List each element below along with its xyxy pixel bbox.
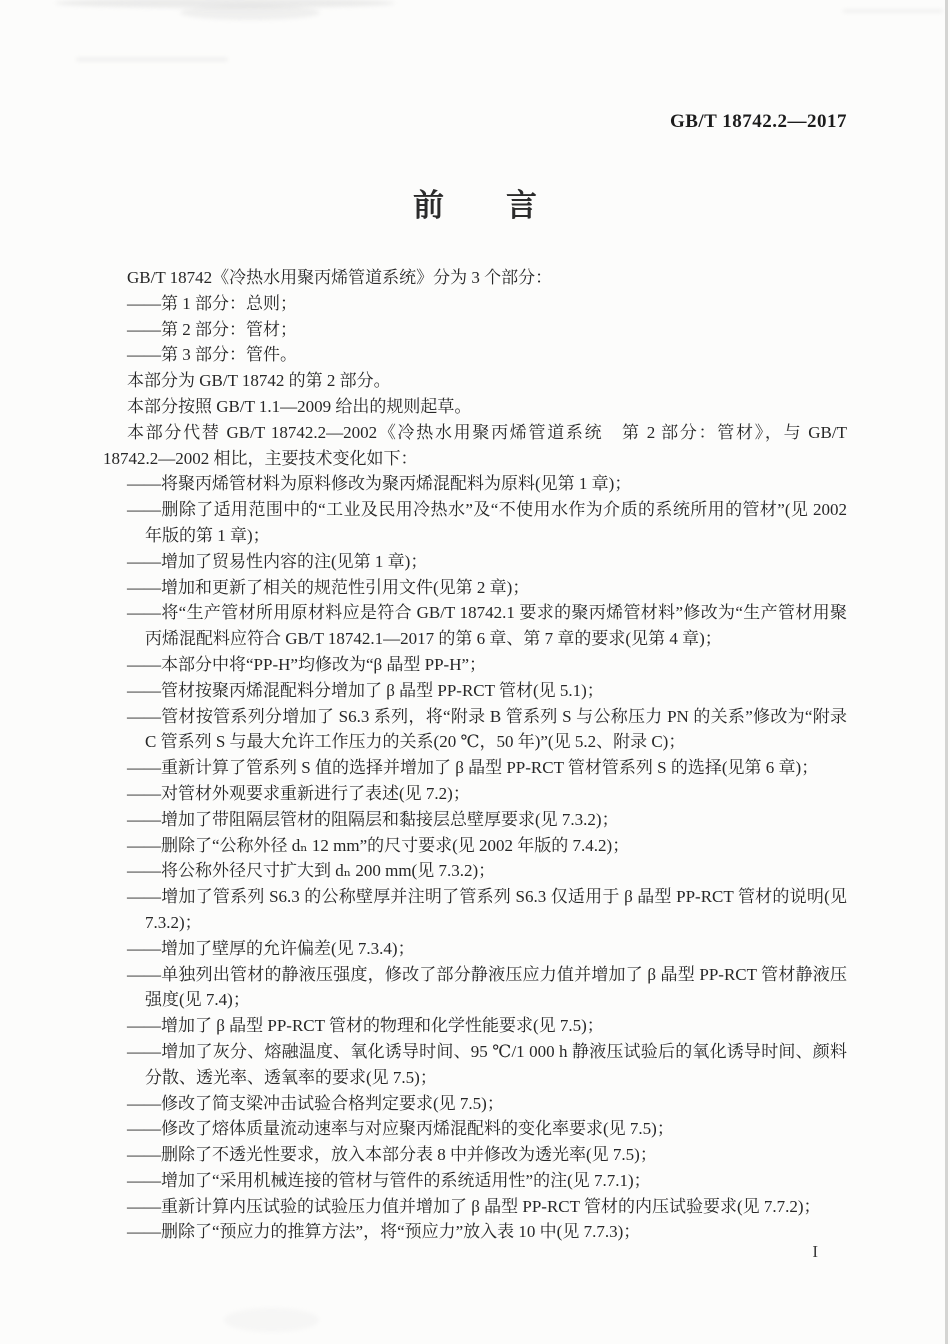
change-list-item: ——将“生产管材所用原材料应是符合 GB/T 18742.1 要求的聚丙烯管材料”修改为“生产管材用聚丙烯混配料应符合 GB/T 18742.1—2017 的第 6 章、第 7 章的要求(见第 4 章)； — [127, 603, 847, 649]
change-list-item: ——增加了 β 晶型 PP-RCT 管材的物理和化学性能要求(见 7.5)； — [127, 1016, 604, 1036]
change-list-item: ——删除了“公称外径 dₙ 12 mm”的尺寸要求(见 2002 年版的 7.4.2)； — [127, 835, 630, 855]
change-list-item: ——管材按聚丙烯混配料分增加了 β 晶型 PP-RCT 管材(见 5.1)； — [127, 680, 604, 700]
change-list-item: ——对管材外观要求重新进行了表述(见 7.2)； — [127, 783, 470, 803]
change-list-item: ——增加了灰分、熔融温度、氧化诱导时间、95 ℃/1 000 h 静液压试验后的氧化诱导时间、颜料分散、透光率、透氧率的要求(见 7.5)； — [127, 1041, 847, 1087]
standard-code: GB/T 18742.2—2017 — [669, 111, 847, 132]
foreword-paragraph: GB/T 18742《冷热水用聚丙烯管道系统》分为 3 个部分： — [127, 268, 553, 287]
change-list-item: ——重新计算内压试验的试验压力值并增加了 β 晶型 PP-RCT 管材的内压试验要求(见 7.7.2)； — [127, 1196, 821, 1216]
change-list-item: ——增加和更新了相关的规范性引用文件(见第 2 章)； — [127, 577, 530, 597]
change-list-item: ——将公称外径尺寸扩大到 dₙ 200 mm(见 7.3.2)； — [127, 861, 496, 881]
change-list-item: ——增加了贸易性内容的注(见第 1 章)； — [127, 551, 428, 571]
scan-artifact — [180, 5, 320, 20]
foreword-paragraph: 本部分按照 GB/T 1.1—2009 给出的规则起草。 — [127, 396, 472, 416]
change-list-item: ——增加了壁厚的允许偏差(见 7.3.4)； — [127, 938, 415, 958]
change-list-item: ——将聚丙烯管材料为原料修改为聚丙烯混配料为原料(见第 1 章)； — [127, 474, 632, 494]
part-list-item: ——第 1 部分：总则； — [127, 293, 297, 313]
scan-artifact — [843, 10, 943, 12]
change-list-item: ——重新计算了管系列 S 值的选择并增加了 β 晶型 PP-RCT 管材管系列 S 的选择(见第 6 章)； — [127, 758, 819, 778]
foreword-paragraph: 本部分代替 GB/T 18742.2—2002《冷热水用聚丙烯管道系统 第 2 部分：管材》，与 GB/T 18742.2—2002 相比，主要技术变化如下： — [103, 422, 847, 468]
change-list-item: ——增加了带阻隔层管材的阻隔层和黏接层总壁厚要求(见 7.3.2)； — [127, 809, 619, 829]
page-number: I — [812, 1242, 818, 1261]
change-list-item: ——增加了管系列 S6.3 的公称壁厚并注明了管系列 S6.3 仅适用于 β 晶型 PP-RCT 管材的说明(见 7.3.2)； — [127, 887, 847, 932]
change-list-item: ——修改了熔体质量流动速率与对应聚丙烯混配料的变化率要求(见 7.5)； — [127, 1119, 674, 1139]
foreword-paragraph: 本部分为 GB/T 18742 的第 2 部分。 — [127, 371, 391, 391]
part-list-item: ——第 2 部分：管材； — [127, 319, 297, 339]
change-list-item: ——单独列出管材的静液压强度，修改了部分静液压应力值并增加了 β 晶型 PP-RCT 管材静液压强度(见 7.4)； — [127, 964, 847, 1010]
change-list-item: ——删除了不透光性要求，放入本部分表 8 中并修改为透光率(见 7.5)； — [127, 1145, 657, 1165]
change-list-item: ——删除了“预应力的推算方法”，将“预应力”放入表 10 中(见 7.7.3)； — [127, 1222, 641, 1242]
change-list-item: ——管材按管系列分增加了 S6.3 系列，将“附录 B 管系列 S 与公称压力 PN 的关系”修改为“附录 C 管系列 S 与最大允许工作压力的关系(20 ℃，50 年)”(见 5.2、附录 C)； — [127, 706, 847, 752]
change-list-item: ——本部分中将“PP-H”均修改为“β 晶型 PP-H”； — [127, 654, 487, 674]
change-list-item: ——修改了简支梁冲击试验合格判定要求(见 7.5)； — [127, 1093, 504, 1113]
part-list-item: ——第 3 部分：管件。 — [127, 345, 297, 365]
change-list-item: ——增加了“采用机械连接的管材与管件的系统适用性”的注(见 7.7.1)； — [127, 1170, 651, 1190]
foreword-content — [103, 265, 847, 1245]
scan-artifact — [224, 1308, 319, 1332]
scan-artifact — [76, 58, 228, 61]
page-title: 前 言 — [413, 188, 537, 223]
change-list-item: ——删除了适用范围中的“工业及民用冷热水”及“不使用水作为介质的系统所用的管材”(见 2002 年版的第 1 章)； — [127, 500, 847, 545]
